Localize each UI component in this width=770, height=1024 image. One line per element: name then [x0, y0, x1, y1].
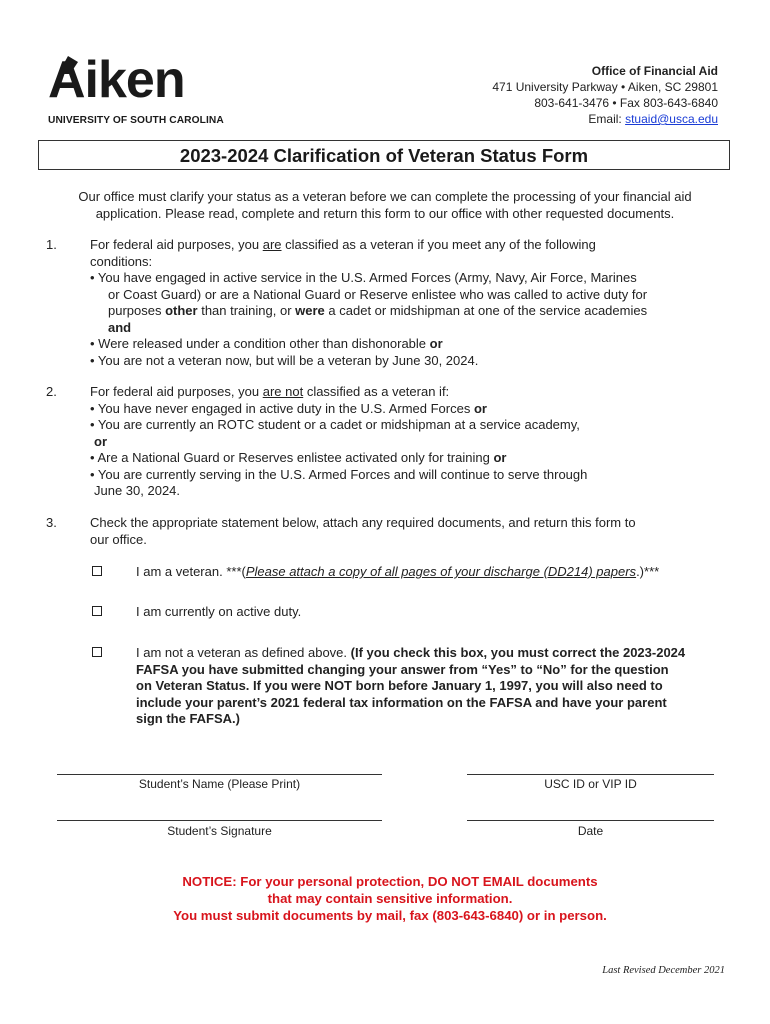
student-id-line[interactable]	[467, 774, 714, 775]
date-line[interactable]	[467, 820, 714, 821]
intro-paragraph: Our office must clarify your status as a veteran before we can complete the processing of your financial aid application. Please read, complete and return this form to our office with other requested documents.	[78, 189, 692, 221]
section-1: For federal aid purposes, you are classified as a veteran if you meet any of the following conditions: • You have engaged in active service in the U.S. Armed Forces (Army, Navy, Air Force, Marines or Coast Guard) or are a National Guard or Reserve enlistee who was called to active duty for purposes other than training, or were a cadet or midshipman at one of the service academies and • Were released under a condition other than dishonorable or • You are not a veteran now, but will be a veteran by June 30, 2024.	[90, 237, 730, 369]
section-1-bullet-1: • You have engaged in active service in the U.S. Armed Forces (Army, Navy, Air Force, Marines	[90, 270, 637, 285]
active-duty-checkbox[interactable]	[92, 606, 102, 616]
office-phone-fax: 803-641-3476 • Fax 803-643-6840	[534, 96, 718, 110]
option-veteran: I am a veteran. ***(Please attach a copy of all pages of your discharge (DD214) papers.)***	[136, 564, 660, 579]
form-title: 2023-2024 Clarification of Veteran Status Form	[38, 140, 730, 170]
section-1-bullet-3: • You are not a veteran now, but will be a veteran by June 30, 2024.	[90, 352, 479, 368]
section-1-lead: For federal aid purposes, you are classified as a veteran if you meet any of the following	[90, 237, 596, 252]
date-label: Date	[577, 824, 604, 838]
email-label: Email:	[588, 112, 626, 126]
student-name-line[interactable]	[57, 774, 382, 775]
veteran-checkbox[interactable]	[92, 566, 102, 576]
logo-subtitle: UNIVERSITY OF SOUTH CAROLINA	[48, 115, 224, 126]
signature-label: Student’s Signature	[167, 824, 272, 838]
section-2-bullet-1: • You have never engaged in active duty in the U.S. Armed Forces or	[90, 400, 487, 416]
section-2-bullet-4: • You are currently serving in the U.S. Armed Forces and will continue to serve through	[90, 466, 588, 482]
logo-wordmark: Aiken	[48, 51, 185, 109]
student-name-label: Student’s Name (Please Print)	[138, 777, 301, 791]
section-2-or: or	[94, 433, 107, 449]
option-not-veteran: I am not a veteran as defined above. (If you check this box, you must correct the 2023-2024 FAFSA you have submitted changing your answer from “Yes” to “No” for the question on Veteran Status. If you were NOT born before January 1, 1997, you will also need to include your parent’s 2021 federal tax information on the FAFSA and have your parent sign the FAFSA.)	[136, 645, 686, 726]
section-2-bullet-3: • Are a National Guard or Reserves enlistee activated only for training or	[90, 450, 507, 465]
option-active-duty: I am currently on active duty.	[136, 604, 302, 619]
not-veteran-checkbox[interactable]	[92, 647, 102, 657]
section-1-lead-cont: conditions:	[90, 253, 153, 269]
section-2-bullet-2: • You are currently an ROTC student or a cadet or midshipman at a service academy,	[90, 417, 580, 432]
revision-date: Last Revised December 2021	[602, 965, 725, 976]
university-logo	[48, 50, 238, 128]
student-id-label: USC ID or VIP ID	[544, 777, 637, 791]
section-2: For federal aid purposes, you are not classified as a veteran if: • You have never engaged in active duty in the U.S. Armed Forces or • You are currently an ROTC student or a cadet or midshipman at a service academy, or • Are a National Guard or Reserves enlistee activated only for training or • You are currently serving in the U.S. Armed Forces and will continue to serve through June 30, 2024.	[90, 384, 730, 500]
email-link[interactable]: stuaid@usca.edu	[625, 112, 718, 126]
section-2-number: 2.	[46, 384, 57, 399]
section-1-number: 1.	[46, 237, 57, 252]
privacy-notice: NOTICE: For your personal protection, DO NOT EMAIL documents that may contain sensitive information. You must submit documents by mail, fax (803-643-6840) or in person.	[173, 874, 607, 923]
office-title: Office of Financial Aid	[591, 64, 718, 78]
section-2-lead: For federal aid purposes, you are not classified as a veteran if:	[90, 384, 450, 399]
section-1-bullet-2: • Were released under a condition other than dishonorable or	[90, 336, 443, 351]
section-3-number: 3.	[46, 515, 57, 530]
office-contact	[492, 63, 718, 127]
office-email-line	[492, 111, 718, 127]
section-3-lead: Check the appropriate statement below, attach any required documents, and return this form to our office.	[90, 515, 636, 547]
signature-line[interactable]	[57, 820, 382, 821]
office-address: 471 University Parkway • Aiken, SC 29801	[492, 80, 718, 94]
section-1-and: and	[108, 319, 132, 335]
